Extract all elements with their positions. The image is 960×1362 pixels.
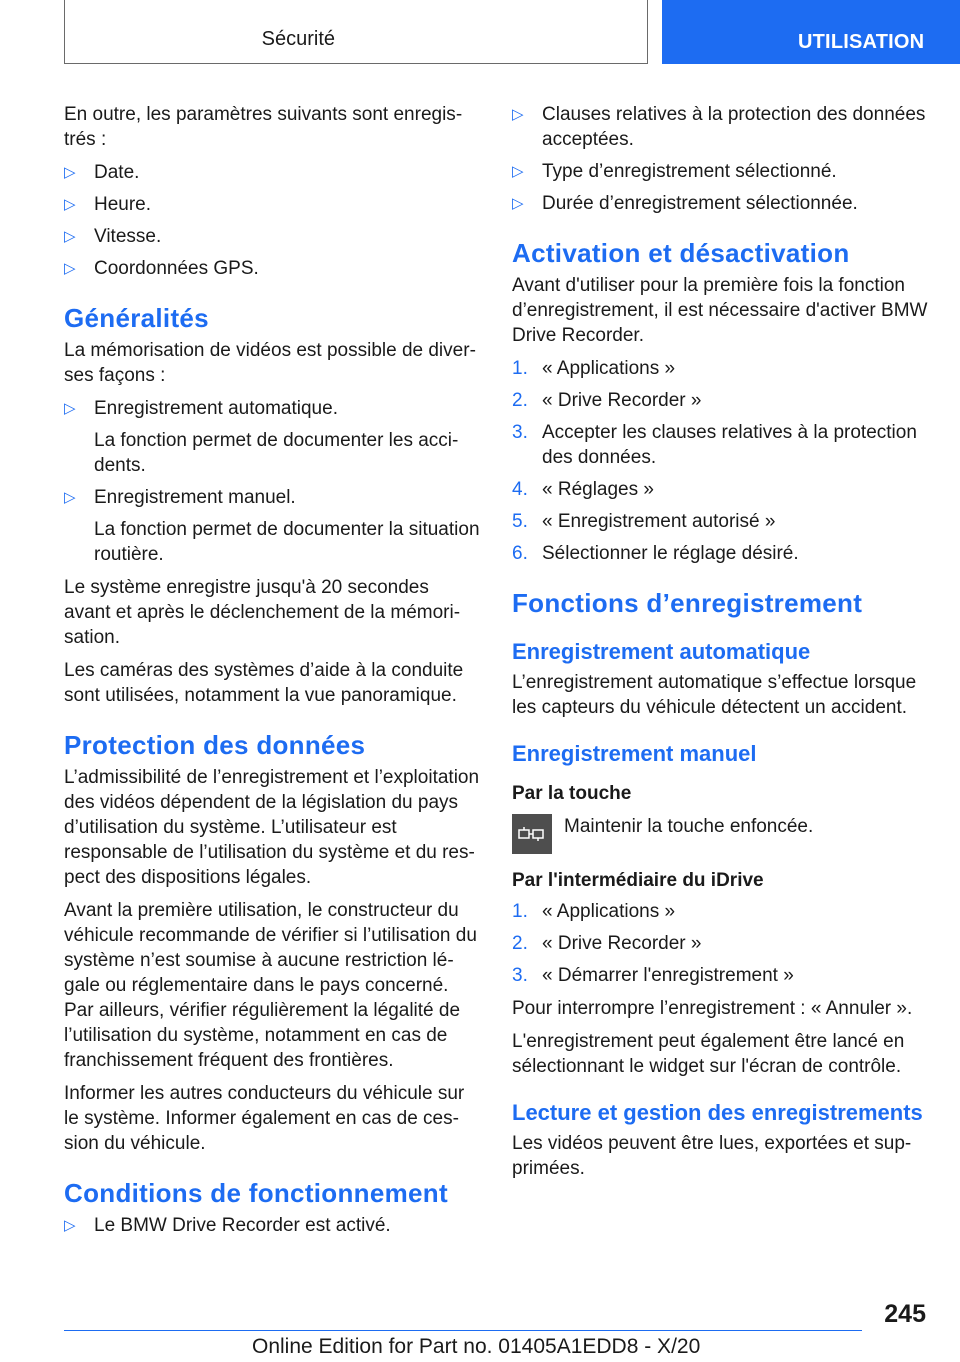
- step-text: « Enregistrement autorisé »: [542, 511, 776, 532]
- step-item: [512, 356, 928, 381]
- footer-divider: [64, 1330, 862, 1331]
- heading-by-button: Par la touche: [512, 783, 632, 804]
- button-instruction: [512, 812, 928, 854]
- heading-conditions: Conditions de fonctionnement: [64, 1178, 448, 1208]
- step-item: [512, 899, 928, 924]
- list-item: ▷ Coordonnées GPS.: [64, 256, 480, 281]
- stop-recording-paragraph: Pour interrompre l’enregistrement : « Annuler ».: [512, 998, 913, 1019]
- heading-generalites: Généralités: [64, 303, 209, 333]
- step-number: 1.: [512, 358, 528, 379]
- list-item: ▷ Date.: [64, 160, 480, 185]
- list-item: ▷ Le BMW Drive Recorder est activé.: [64, 1213, 480, 1238]
- step-item: [512, 541, 928, 566]
- list-item: ▷ Heure.: [64, 192, 480, 217]
- step-text: « Drive Recorder »: [542, 390, 702, 411]
- step-text: « Drive Recorder »: [542, 933, 702, 954]
- heading-lecture: Lecture et gestion des enregistrements: [512, 1100, 923, 1125]
- step-number: 3.: [512, 422, 528, 443]
- step-number: 2.: [512, 390, 528, 411]
- list-item-description: La fonction permet de documenter les accidents.: [94, 430, 459, 476]
- page-header: [0, 0, 960, 66]
- intro-paragraph: En outre, les paramètres suivants sont enregistrés :: [64, 104, 463, 150]
- heading-protection: Protection des données: [64, 730, 366, 760]
- generalites-paragraph-2: Le système enregistre jusqu'à 20 secondes avant et après le déclenchement de la mémorisation.: [64, 577, 461, 648]
- heading-fonctions: Fonctions d’enregistrement: [512, 588, 863, 618]
- step-item: [512, 963, 928, 988]
- list-item: ▷ Durée d’enregistrement sélectionnée.: [512, 191, 928, 216]
- step-number: 4.: [512, 479, 528, 500]
- step-number: 1.: [512, 901, 528, 922]
- heading-activation: Activation et désactivation: [512, 238, 850, 268]
- header-section-title: Sécurité: [261, 28, 335, 50]
- step-text: « Applications »: [542, 901, 676, 922]
- generalites-paragraph-3: Les caméras des systèmes d’aide à la conduite sont utilisées, notamment la vue panoramique.: [64, 660, 464, 706]
- header-chapter-tab: UTILISATION: [662, 0, 960, 64]
- list-item: [64, 396, 480, 478]
- saved-params-list: [64, 160, 480, 281]
- page-number: 245: [884, 1300, 926, 1328]
- step-number: 6.: [512, 543, 528, 564]
- conditions-list: [64, 1213, 480, 1238]
- heading-by-idrive: Par l'intermédiaire du iDrive: [512, 870, 764, 891]
- step-text: « Réglages »: [542, 479, 654, 500]
- list-item: [64, 485, 480, 567]
- left-column: [64, 102, 480, 1246]
- list-item: ▷ Vitesse.: [64, 224, 480, 249]
- step-item: [512, 477, 928, 502]
- step-item: [512, 388, 928, 413]
- step-text: « Applications »: [542, 358, 676, 379]
- protection-paragraph-2: Avant la première utilisation, le constructeur du véhicule recommande de vérifier si l’utilisation du système n’est soumise à aucune restriction légale ou réglementaire dans le pays concerné. Par ailleurs, vérifier régulièrement la légalité de l’utilisation du système, notamment en cas de franchissement fréquent des frontières.: [64, 900, 477, 1071]
- step-number: 2.: [512, 933, 528, 954]
- header-section-box: [64, 0, 648, 64]
- idrive-steps: [512, 899, 928, 988]
- camera-record-button-icon: [512, 814, 552, 854]
- list-item-label: Enregistrement manuel.: [94, 487, 296, 508]
- step-number: 5.: [512, 511, 528, 532]
- conditions-list-continued: [512, 102, 928, 216]
- protection-paragraph-1: L’admissibilité de l’enregistrement et l’exploitation des vidéos dépendent de la législation du pays d’utilisation du système. L’utilisateur est responsable de l’utilisation du système et du respect des dispositions légales.: [64, 767, 480, 888]
- activation-paragraph: Avant d'utiliser pour la première fois la fonction d’enregistrement, il est nécessaire d'activer BMW Drive Recorder.: [512, 275, 928, 346]
- list-item-description: La fonction permet de documenter la situation routière.: [94, 519, 480, 565]
- step-item: [512, 931, 928, 956]
- auto-recording-paragraph: L’enregistrement automatique s’effectue lorsque les capteurs du véhicule détectent un accident.: [512, 672, 917, 718]
- recording-modes-list: [64, 396, 480, 567]
- step-text: « Démarrer l'enregistrement »: [542, 965, 794, 986]
- step-text: Accepter les clauses relatives à la protection des données.: [542, 422, 917, 468]
- step-item: [512, 420, 928, 470]
- list-item: ▷ Type d’enregistrement sélectionné.: [512, 159, 928, 184]
- right-column: [512, 102, 928, 1189]
- step-item: [512, 509, 928, 534]
- lecture-paragraph: Les vidéos peuvent être lues, exportées et supprimées.: [512, 1133, 912, 1179]
- list-item-label: Enregistrement automatique.: [94, 398, 338, 419]
- activation-steps: [512, 356, 928, 566]
- footer-edition: Online Edition for Part no. 01405A1EDD8 - X/20: [252, 1335, 701, 1358]
- heading-manual-recording: Enregistrement manuel: [512, 741, 757, 766]
- step-text: Sélectionner le réglage désiré.: [542, 543, 799, 564]
- generalites-paragraph-1: La mémorisation de vidéos est possible de diverses façons :: [64, 340, 476, 386]
- step-number: 3.: [512, 965, 528, 986]
- widget-paragraph: L'enregistrement peut également être lancé en sélectionnant le widget sur l'écran de contrôle.: [512, 1031, 905, 1077]
- heading-auto-recording: Enregistrement automatique: [512, 639, 811, 664]
- protection-paragraph-3: Informer les autres conducteurs du véhicule sur le système. Informer également en cas de cession du véhicule.: [64, 1083, 465, 1154]
- button-instruction-text: Maintenir la touche enfoncée.: [564, 816, 814, 837]
- list-item: ▷ Clauses relatives à la protection des données acceptées.: [512, 102, 928, 152]
